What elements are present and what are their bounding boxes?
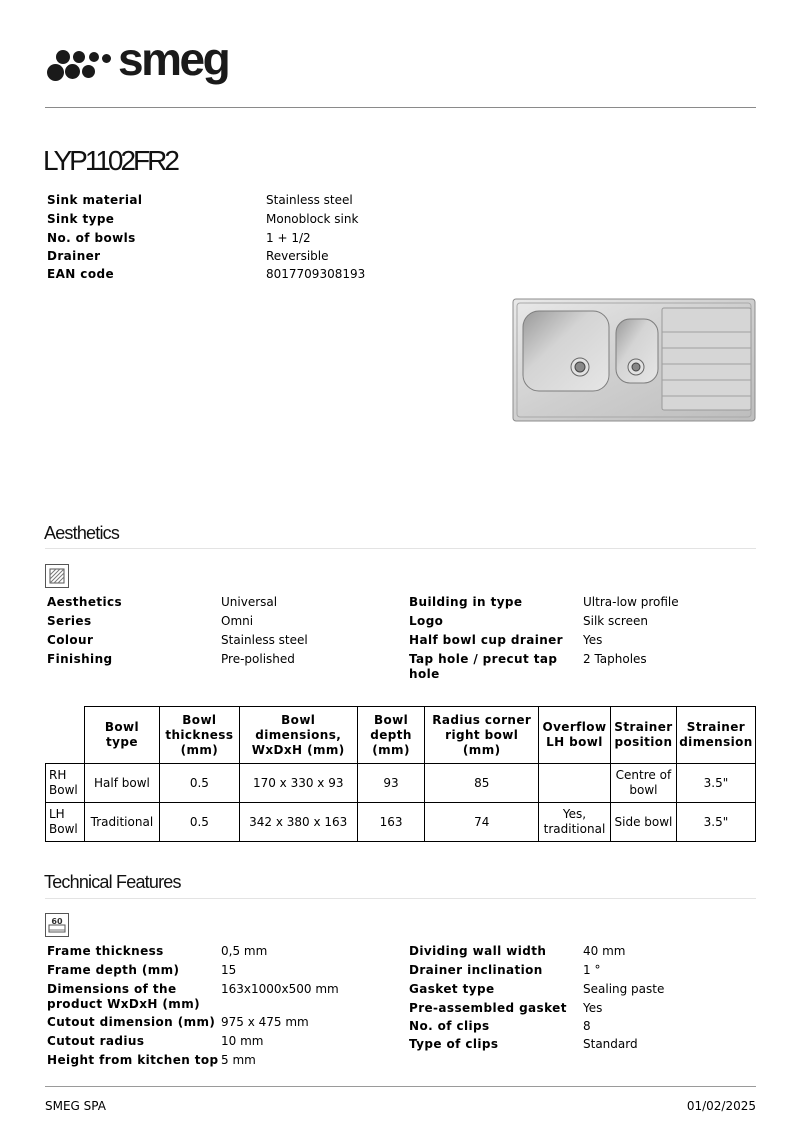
footer-company: SMEG SPA [45, 1099, 106, 1113]
logo-dot-icon [65, 64, 80, 79]
smeg-logo [47, 33, 247, 88]
technical-icon-label: 60 [51, 917, 63, 926]
table-cell: 85 [425, 764, 539, 803]
table-header-cell: Bowl thickness (mm) [159, 707, 239, 764]
spec-label: Drainer inclination [409, 963, 543, 977]
aesthetics-section-title: Aesthetics [44, 523, 120, 543]
spec-label: Frame thickness [47, 944, 164, 958]
table-header-cell: Strainer dimension [676, 707, 755, 764]
spec-value: 2 Tapholes [583, 652, 647, 666]
finish-swatch-icon [46, 565, 68, 587]
spec-value: 10 mm [221, 1034, 264, 1048]
table-row [46, 803, 756, 842]
table-cell: 3.5" [676, 803, 755, 842]
spec-label: Type of clips [409, 1037, 499, 1051]
table-header-cell [46, 707, 85, 764]
table-header-cell: Bowl type [84, 707, 159, 764]
table-cell: 342 x 380 x 163 [239, 803, 357, 842]
frame-thickness-icon [46, 914, 68, 936]
spec-value: 40 mm [583, 944, 626, 958]
spec-label: No. of clips [409, 1019, 490, 1033]
table-cell: LH Bowl [46, 803, 85, 842]
spec-value: Omni [221, 614, 254, 628]
spec-value: Universal [221, 595, 278, 609]
spec-label: Colour [47, 633, 94, 647]
spec-value: Ultra-low profile [583, 595, 679, 609]
table-cell: 0.5 [159, 803, 239, 842]
spec-label: Half bowl cup drainer [409, 633, 564, 647]
table-cell: 0.5 [159, 764, 239, 803]
spec-label: Dimensions of the product WxDxH (mm) [47, 982, 200, 1011]
technical-divider [45, 898, 756, 899]
spec-label: Building in type [409, 595, 523, 609]
spec-label: Cutout dimension (mm) [47, 1015, 216, 1029]
table-cell: Half bowl [84, 764, 159, 803]
table-header-cell: Radius corner right bowl (mm) [425, 707, 539, 764]
spec-value: 8 [583, 1019, 591, 1033]
spec-label: Logo [409, 614, 444, 628]
table-cell: Yes, traditional [538, 803, 610, 842]
table-header-cell: Strainer position [610, 707, 676, 764]
spec-value: Sealing paste [583, 982, 665, 996]
spec-label: No. of bowls [47, 231, 136, 245]
spec-value: Standard [583, 1037, 638, 1051]
spec-label: Gasket type [409, 982, 495, 996]
spec-value: 163x1000x500 mm [221, 982, 339, 996]
logo-dot-icon [82, 65, 95, 78]
table-header-cell: Overflow LH bowl [538, 707, 610, 764]
table-cell: Traditional [84, 803, 159, 842]
aesthetics-divider [45, 548, 756, 549]
spec-value: Pre-polished [221, 652, 295, 666]
spec-value: 0,5 mm [221, 944, 268, 958]
table-header-cell: Bowl depth (mm) [357, 707, 425, 764]
spec-label: Dividing wall width [409, 944, 547, 958]
table-cell [538, 764, 610, 803]
footer-date: 01/02/2025 [686, 1099, 756, 1113]
logo-wordmark: smeg [118, 33, 229, 85]
spec-value: 15 [221, 963, 237, 977]
logo-dot-icon [102, 54, 111, 63]
spec-value: 1 ° [583, 963, 601, 977]
table-cell: 74 [425, 803, 539, 842]
table-header-cell: Bowl dimensions, WxDxH (mm) [239, 707, 357, 764]
table-row [46, 764, 756, 803]
table-cell: RH Bowl [46, 764, 85, 803]
spec-label: Pre-assembled gasket [409, 1001, 567, 1015]
spec-label: Aesthetics [47, 595, 123, 609]
spec-value: Stainless steel [221, 633, 308, 647]
spec-label: Finishing [47, 652, 113, 666]
sink-product-image [512, 298, 756, 422]
spec-label: Sink material [47, 193, 143, 207]
logo-dot-icon [47, 64, 64, 81]
table-cell: 3.5" [676, 764, 755, 803]
table-cell: 163 [357, 803, 425, 842]
spec-label: Drainer [47, 249, 101, 263]
header-divider [45, 107, 756, 108]
spec-label: Cutout radius [47, 1034, 145, 1048]
spec-value: 8017709308193 [266, 267, 366, 281]
spec-value: Yes [583, 1001, 603, 1015]
spec-value: Stainless steel [266, 193, 353, 207]
aesthetics-icon [45, 564, 69, 588]
spec-label: EAN code [47, 267, 114, 281]
logo-dot-icon [56, 50, 70, 64]
logo-dot-icon [89, 52, 99, 62]
spec-label: Height from kitchen top [47, 1053, 219, 1067]
spec-label: Series [47, 614, 92, 628]
table-cell: 170 x 330 x 93 [239, 764, 357, 803]
technical-section-title: Technical Features [44, 872, 181, 892]
spec-label: Tap hole / precut tap hole [409, 652, 558, 681]
spec-label: Frame depth (mm) [47, 963, 180, 977]
spec-value: Yes [583, 633, 603, 647]
spec-value: 975 x 475 mm [221, 1015, 309, 1029]
spec-value: Monoblock sink [266, 212, 359, 226]
table-cell: Side bowl [610, 803, 676, 842]
footer-divider [45, 1086, 756, 1087]
bowl-specs-table [45, 706, 756, 842]
spec-value: 5 mm [221, 1053, 256, 1067]
table-cell: Centre of bowl [610, 764, 676, 803]
spec-label: Sink type [47, 212, 115, 226]
spec-value: Silk screen [583, 614, 648, 628]
technical-icon [45, 913, 69, 937]
spec-value: 1 + 1/2 [266, 231, 311, 245]
table-header-row [46, 707, 756, 764]
table-cell: 93 [357, 764, 425, 803]
logo-dot-icon [73, 51, 85, 63]
spec-value: Reversible [266, 249, 329, 263]
model-code: LYP1102FR2 [43, 145, 177, 176]
